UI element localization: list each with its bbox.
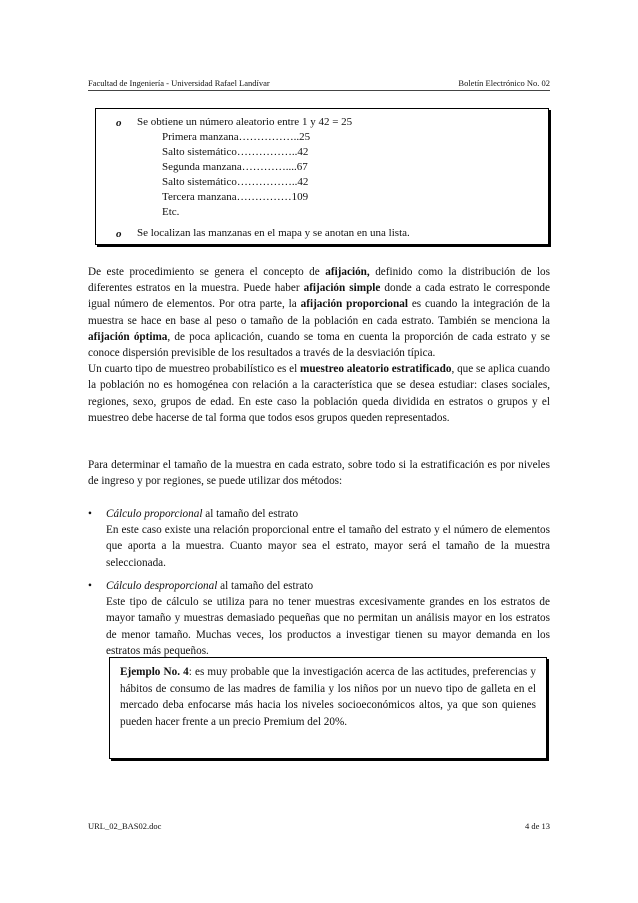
- list-item: [88, 506, 550, 571]
- text-run: : es muy probable que la investigación acerca de las actitudes, preferencias y hábitos de consumo de las madres de familia y los niños por un nuevo tipo de galleta en el mercado deba enfocarse más hacia los niveles socioeconómicos altos, ya que son quienes pueden hacer frente a un precio Premium del 20%.: [120, 666, 536, 728]
- text-run: definido como la distribución de los diferentes estratos en la muestra. Puede haber: [88, 266, 550, 295]
- text-run: donde a cada estrato le corresponde igual número de elementos. Por otra parte, la: [88, 282, 550, 311]
- header-rule: [88, 90, 550, 91]
- text-run: al tamaño del estrato: [202, 508, 299, 520]
- bold-term: muestreo aleatorio estratificado: [300, 363, 452, 376]
- box-sub-line: Segunda manzana…………....67: [162, 161, 308, 173]
- bold-term: afijación,: [325, 266, 370, 278]
- box-sub-line: Salto sistemático……………..42: [162, 146, 309, 158]
- box-sub-line: Salto sistemático……………..42: [162, 176, 309, 188]
- list-item: [88, 578, 550, 659]
- text-run: es cuando la integración de la muestra se hace en base al peso o tamaño de la población en cada estrato. También se menciona la: [88, 298, 551, 327]
- bold-term: afijación proporcional: [300, 298, 408, 311]
- text-run: , de poca aplicación, cuando se toma en cuenta la proporción de cada estrato y se conoce dispersión previsible de los resultados a través de la desviación típica.: [88, 330, 551, 360]
- italic-term: Cálculo desproporcional: [106, 580, 218, 592]
- text-run: al tamaño del estrato: [217, 580, 314, 592]
- list-item-title: [106, 506, 550, 522]
- footer-left: URL_02_BAS02.doc: [88, 821, 162, 831]
- header-left: Facultad de Ingeniería - Universidad Rafael Landívar: [88, 78, 270, 88]
- bullet-icon: •: [88, 580, 92, 592]
- footer-right: 4 de 13: [524, 821, 550, 831]
- example-text: [120, 664, 536, 730]
- paragraph-methods-intro: Para determinar el tamaño de la muestra en cada estrato, sobre todo si la estratificación es por niveles de ingreso y por regiones, se puede utilizar dos métodos:: [88, 459, 550, 488]
- bold-term: afijación simple: [303, 282, 381, 295]
- procedure-box: [95, 108, 549, 245]
- box-sub-line: Tercera manzana……………109: [162, 191, 309, 203]
- bullet-icon: o: [116, 228, 122, 240]
- bullet-icon: •: [88, 508, 92, 520]
- page-footer: [88, 821, 550, 831]
- list-item-body: En este caso existe una relación proporcional entre el tamaño del estrato y el número de elementos que aporta a la muestra. Cuanto mayor sea el estrato, mayor será el tamaño de la muestra seleccionada.: [106, 524, 550, 569]
- example-label: Ejemplo No. 4: [120, 666, 189, 678]
- bold-term: afijación óptima: [88, 330, 168, 343]
- text-run: De este procedimiento se genera el concepto de: [88, 266, 326, 278]
- list-item-title: [106, 578, 550, 594]
- paragraph-afijacion: [88, 264, 550, 426]
- text-run: , que se aplica cuando la población no es homogénea con relación a la característica que se desea estudiar: clases sociales, regiones, sexo, grupos de edad. En este caso la población queda dividida en estratos o grupos y el muestreo debe hacerse de tal forma que todos esos grupos queden representados.: [88, 363, 550, 424]
- italic-term: Cálculo proporcional: [106, 508, 203, 520]
- box-line-2: Se localizan las manzanas en el mapa y se anotan en una lista.: [137, 227, 410, 239]
- header-right: Boletín Electrónico No. 02: [458, 78, 550, 88]
- text-run: Un cuarto tipo de muestreo probabilístico es el: [88, 363, 301, 376]
- example-box: [109, 657, 547, 759]
- box-sub-line: Etc.: [162, 206, 180, 218]
- box-sub-line: Primera manzana……………..25: [162, 131, 311, 143]
- box-line-1: Se obtiene un número aleatorio entre 1 y 42 = 25: [137, 116, 353, 128]
- page-header: [88, 78, 550, 88]
- list-item-body: Este tipo de cálculo se utiliza para no tener muestras excesivamente grandes en los estratos de mayor tamaño y muestras demasiado pequeñas que no permitan un análisis mayor en los estratos de menor tamaño. Muchas veces, los productos a investigar tienen su mayor demanda en los estratos más pequeños.: [106, 596, 550, 657]
- bullet-icon: o: [116, 117, 122, 129]
